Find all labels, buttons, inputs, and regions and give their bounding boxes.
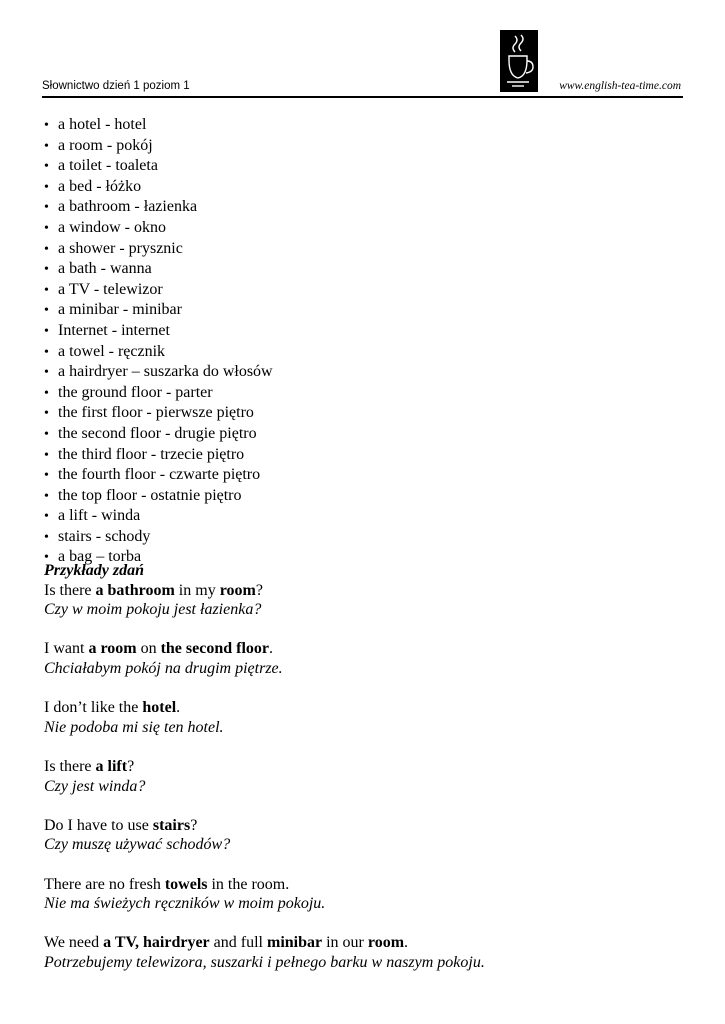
vocab-text: a towel - ręcznik bbox=[58, 342, 166, 360]
sentence-text: in my bbox=[174, 581, 220, 599]
example-polish: Nie ma świeżych ręczników w moim pokoju. bbox=[44, 895, 326, 913]
vocab-item bbox=[44, 115, 273, 136]
sentence-text: Do I have to use bbox=[44, 816, 153, 834]
bullet-icon: • bbox=[44, 159, 49, 175]
bullet-icon: • bbox=[44, 200, 49, 216]
sentence-text: . bbox=[176, 699, 181, 717]
example-english bbox=[44, 875, 485, 895]
vocab-text: Internet - internet bbox=[58, 321, 170, 339]
keyword: a lift bbox=[95, 757, 128, 775]
header-divider bbox=[42, 96, 683, 98]
vocab-item bbox=[44, 342, 273, 363]
vocab-text: a room - pokój bbox=[58, 136, 153, 154]
vocab-text: a TV - telewizor bbox=[58, 280, 163, 298]
sentence-text: ? bbox=[190, 816, 198, 834]
bullet-icon: • bbox=[44, 550, 49, 566]
example-pair bbox=[44, 698, 485, 737]
vocab-item bbox=[44, 465, 273, 486]
example-polish: Czy jest winda? bbox=[44, 777, 146, 795]
examples-section bbox=[44, 561, 485, 972]
vocab-item bbox=[44, 403, 273, 424]
vocab-item bbox=[44, 197, 273, 218]
keyword: minibar bbox=[266, 934, 323, 952]
vocab-item bbox=[44, 424, 273, 445]
vocab-text: a hotel - hotel bbox=[58, 116, 147, 133]
bullet-icon: • bbox=[44, 447, 49, 463]
keyword: room bbox=[367, 934, 405, 952]
vocab-text: a bed - łóżko bbox=[58, 177, 142, 195]
sentence-text: and full bbox=[209, 934, 267, 952]
vocab-text: the first floor - pierwsze piętro bbox=[58, 404, 254, 422]
keyword: the second floor bbox=[160, 640, 270, 658]
bullet-icon: • bbox=[44, 241, 49, 257]
bullet-icon: • bbox=[44, 303, 49, 319]
header-title: Słownictwo dzień 1 poziom 1 bbox=[42, 80, 190, 92]
keyword: hotel bbox=[142, 699, 177, 717]
bullet-icon: • bbox=[44, 509, 49, 525]
example-polish: Czy w moim pokoju jest łazienka? bbox=[44, 601, 262, 619]
vocab-item bbox=[44, 177, 273, 198]
example-pair bbox=[44, 757, 485, 796]
vocab-text: a bag – torba bbox=[58, 548, 142, 566]
vocab-item bbox=[44, 486, 273, 507]
bullet-icon: • bbox=[44, 468, 49, 484]
example-pair bbox=[44, 581, 485, 620]
bullet-icon: • bbox=[44, 488, 49, 504]
vocab-item bbox=[44, 280, 273, 301]
vocab-text: the second floor - drugie piętro bbox=[58, 424, 257, 442]
bullet-icon: • bbox=[44, 220, 49, 236]
bullet-icon: • bbox=[44, 179, 49, 195]
vocabulary-list bbox=[44, 115, 273, 568]
vocab-text: a minibar - minibar bbox=[58, 301, 182, 319]
bullet-icon: • bbox=[44, 138, 49, 154]
example-polish: Czy muszę używać schodów? bbox=[44, 836, 231, 854]
example-english bbox=[44, 698, 485, 718]
vocab-text: the fourth floor - czwarte piętro bbox=[58, 466, 261, 484]
example-english bbox=[44, 933, 485, 953]
sentence-text: in the room. bbox=[207, 875, 290, 893]
sentence-text: I don’t like the bbox=[44, 699, 143, 717]
bullet-icon: • bbox=[44, 406, 49, 422]
vocab-text: the third floor - trzecie piętro bbox=[58, 445, 245, 463]
vocab-text: a shower - prysznic bbox=[58, 239, 183, 257]
examples-heading: Przykłady zdań bbox=[44, 562, 144, 579]
sentence-text: . bbox=[404, 934, 409, 952]
vocab-item bbox=[44, 259, 273, 280]
keyword: room bbox=[219, 581, 256, 599]
bullet-icon: • bbox=[44, 426, 49, 442]
sentence-text: Is there bbox=[44, 757, 96, 775]
example-pair bbox=[44, 816, 485, 855]
bullet-icon: • bbox=[44, 262, 49, 278]
example-polish: Nie podoba mi się ten hotel. bbox=[44, 718, 224, 736]
keyword: a room bbox=[88, 640, 137, 658]
bullet-icon: • bbox=[44, 323, 49, 339]
example-english bbox=[44, 816, 485, 836]
header-url: www.english-tea-time.com bbox=[559, 80, 681, 92]
bullet-icon: • bbox=[44, 385, 49, 401]
example-pair bbox=[44, 639, 485, 678]
example-english bbox=[44, 757, 485, 777]
sentence-text: ? bbox=[255, 581, 263, 599]
keyword: a TV, hairdryer bbox=[103, 934, 210, 952]
sentence-text: Is there bbox=[44, 581, 96, 599]
examples-list bbox=[44, 581, 485, 973]
sentence-text: . bbox=[269, 640, 274, 658]
vocab-item bbox=[44, 218, 273, 239]
keyword: a bathroom bbox=[95, 581, 175, 599]
vocab-item bbox=[44, 300, 273, 321]
bullet-icon: • bbox=[44, 529, 49, 545]
vocab-text: a toilet - toaleta bbox=[58, 157, 158, 175]
page-header bbox=[42, 28, 683, 98]
vocab-text: a bath - wanna bbox=[58, 260, 152, 278]
vocab-item bbox=[44, 156, 273, 177]
example-polish: Chciałabym pokój na drugim piętrze. bbox=[44, 659, 283, 677]
vocab-item bbox=[44, 321, 273, 342]
vocab-item bbox=[44, 362, 273, 383]
sentence-text: There are no fresh bbox=[44, 875, 165, 893]
teacup-logo-icon bbox=[500, 30, 538, 92]
example-pair bbox=[44, 933, 485, 972]
vocab-item bbox=[44, 506, 273, 527]
vocab-text: a hairdryer – suszarka do włosów bbox=[58, 363, 273, 381]
vocab-item bbox=[44, 445, 273, 466]
sentence-text: I want bbox=[44, 640, 89, 658]
vocab-text: the top floor - ostatnie piętro bbox=[58, 486, 242, 504]
vocab-item bbox=[44, 383, 273, 404]
keyword: stairs bbox=[152, 816, 191, 834]
sentence-text: ? bbox=[127, 757, 135, 775]
sentence-text: on bbox=[136, 640, 161, 658]
vocab-item bbox=[44, 136, 273, 157]
vocab-text: a window - okno bbox=[58, 218, 166, 236]
example-polish: Potrzebujemy telewizora, suszarki i pełnego barku w naszym pokoju. bbox=[44, 953, 485, 971]
vocab-text: a lift - winda bbox=[58, 507, 141, 525]
example-english bbox=[44, 639, 485, 659]
vocab-text: the ground floor - parter bbox=[58, 383, 213, 401]
sentence-text: We need bbox=[44, 934, 104, 952]
keyword: towels bbox=[164, 875, 208, 893]
example-english bbox=[44, 581, 485, 601]
bullet-icon: • bbox=[44, 118, 49, 133]
vocab-text: a bathroom - łazienka bbox=[58, 198, 198, 216]
vocab-text: stairs - schody bbox=[58, 527, 151, 545]
vocab-item bbox=[44, 527, 273, 548]
bullet-icon: • bbox=[44, 344, 49, 360]
bullet-icon: • bbox=[44, 365, 49, 381]
vocab-item bbox=[44, 239, 273, 260]
sentence-text: in our bbox=[322, 934, 368, 952]
example-pair bbox=[44, 875, 485, 914]
bullet-icon: • bbox=[44, 282, 49, 298]
